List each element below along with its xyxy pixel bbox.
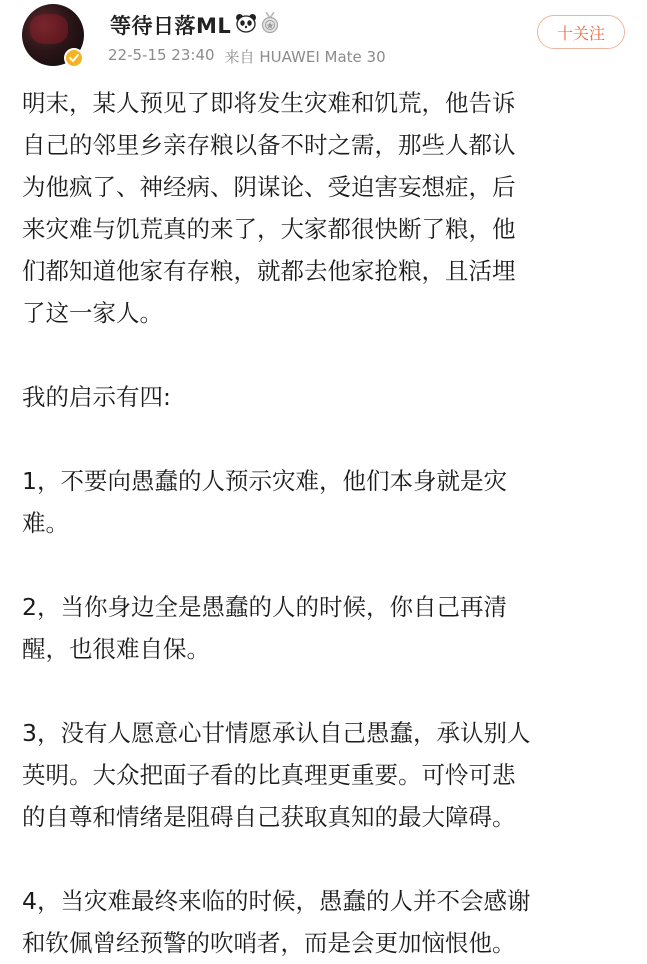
body-line: 自己的邻里乡亲存粮以备不时之需，那些人都认 — [22, 131, 516, 159]
avatar-image — [30, 14, 68, 44]
body-line: 了这一家人。 — [22, 299, 163, 327]
username-row — [110, 10, 279, 40]
paragraph-gap — [22, 544, 632, 586]
panda-icon — [235, 13, 257, 37]
point-1-line: 1，不要向愚蠢的人预示灾难，他们本身就是灾 — [22, 467, 507, 495]
post-body — [22, 82, 632, 964]
username[interactable]: 等待日落ML — [110, 14, 232, 38]
body-line: 为他疯了、神经病、阴谋论、受迫害妄想症，后 — [22, 173, 516, 201]
follow-button[interactable]: 十关注 — [537, 15, 625, 49]
point-4-line: 和钦佩曾经预警的吹哨者，而是会更加恼恨他。 — [22, 929, 516, 957]
paragraph-gap — [22, 838, 632, 880]
medal-icon — [261, 12, 279, 38]
point-1-line: 难。 — [22, 509, 69, 537]
body-line: 来灾难与饥荒真的来了，大家都很快断了粮，他 — [22, 215, 516, 243]
body-line: 们都知道他家有存粮，就都去他家抢粮，且活埋 — [22, 257, 516, 285]
body-line: 明末，某人预见了即将发生灾难和饥荒，他告诉 — [22, 89, 516, 117]
paragraph-gap — [22, 418, 632, 460]
paragraph-gap — [22, 334, 632, 376]
point-3-line: 3，没有人愿意心甘情愿承认自己愚蠢，承认别人 — [22, 719, 531, 747]
insights-heading: 我的启示有四: — [22, 383, 171, 411]
point-3-line: 的自尊和情绪是阻碍自己获取真知的最大障碍。 — [22, 803, 516, 831]
paragraph-gap — [22, 670, 632, 712]
post-header — [0, 0, 647, 84]
point-4-line: 4，当灾难最终来临的时候，愚蠢的人并不会感谢 — [22, 887, 531, 915]
post-meta — [108, 46, 386, 67]
point-2-line: 醒，也很难自保。 — [22, 635, 210, 663]
post-date: 22-5-15 23:40 — [108, 46, 215, 64]
point-3-line: 英明。大众把面子看的比真理更重要。可怜可悲 — [22, 761, 516, 789]
point-2-line: 2，当你身边全是愚蠢的人的时候，你自己再清 — [22, 593, 507, 621]
post-source: 来自 HUAWEI Mate 30 — [224, 48, 386, 66]
verified-icon — [64, 48, 84, 68]
